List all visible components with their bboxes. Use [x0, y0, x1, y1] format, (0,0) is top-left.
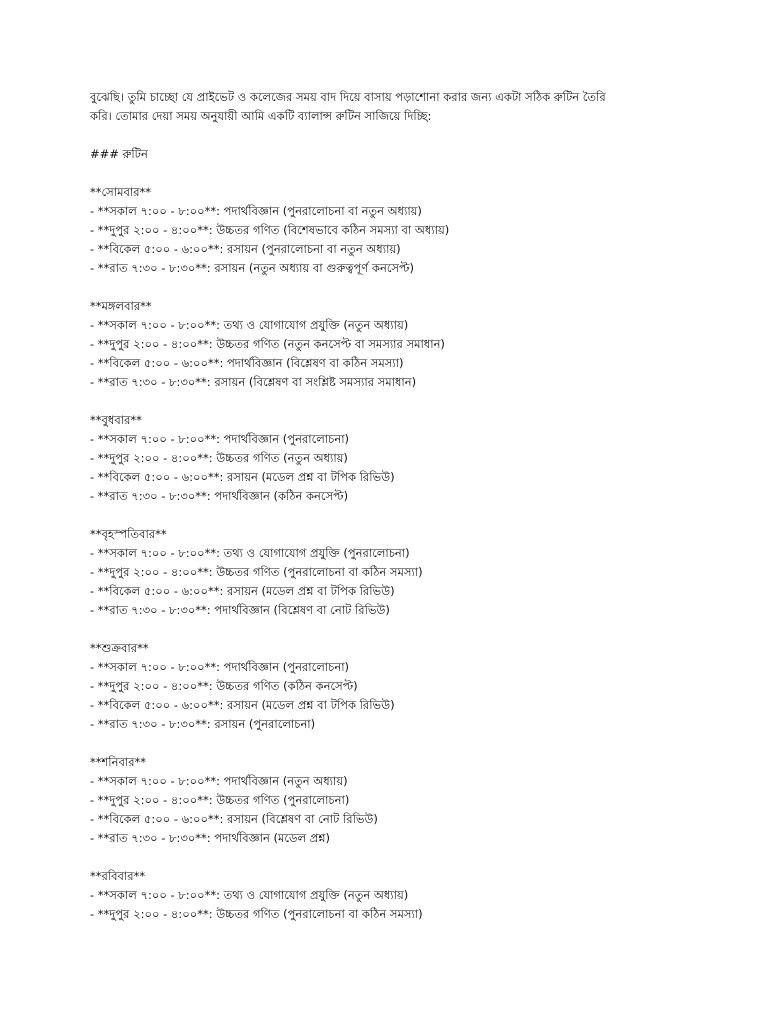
- schedule-entry: - **রাত ৭:৩০ - ৮:৩০**: রসায়ন (বিশ্লেষণ বা সংশ্লিষ্ট সমস্যার সমাধান): [90, 375, 417, 389]
- day-title: **মঙ্গলবার**: [90, 299, 152, 313]
- schedule-entry: - **সকাল ৭:০০ - ৮:০০**: পদার্থবিজ্ঞান (নতুন অধ্যায়): [90, 774, 348, 788]
- schedule-entry: - **দুপুর ২:০০ - ৪:০০**: উচ্চতর গণিত (পুনরালোচনা বা কঠিন সমস্যা): [90, 907, 423, 921]
- schedule-entry: - **বিকেল ৫:০০ - ৬:০০**: রসায়ন (মডেল প্রশ্ন বা টপিক রিভিউ): [90, 584, 395, 598]
- schedule-entry: - **সকাল ৭:০০ - ৮:০০**: তথ্য ও যোগাযোগ প্রযুক্তি (নতুন অধ্যায়): [90, 888, 409, 902]
- day-title: **শুক্রবার**: [90, 641, 149, 655]
- schedule-entry: - **দুপুর ২:০০ - ৪:০০**: উচ্চতর গণিত (কঠিন কনসেপ্ট): [90, 679, 358, 693]
- intro-paragraph: [90, 88, 690, 126]
- schedule-entry: - **রাত ৭:৩০ - ৮:৩০**: পদার্থবিজ্ঞান (মডেল প্রশ্ন): [90, 831, 331, 845]
- day-title: **বৃহস্পতিবার**: [90, 527, 167, 541]
- schedule-entry: - **সকাল ৭:০০ - ৮:০০**: তথ্য ও যোগাযোগ প্রযুক্তি (পুনরালোচনা): [90, 546, 410, 560]
- schedule-entry: - **সকাল ৭:০০ - ৮:০০**: পদার্থবিজ্ঞান (পুনরালোচনা): [90, 660, 350, 674]
- schedule-entry: - **দুপুর ২:০০ - ৪:০০**: উচ্চতর গণিত (পুনরালোচনা বা কঠিন সমস্যা): [90, 565, 423, 579]
- schedule-entry: - **সকাল ৭:০০ - ৮:০০**: পদার্থবিজ্ঞান (পুনরালোচনা বা নতুন অধ্যায়): [90, 204, 422, 218]
- schedule-entry: - **বিকেল ৫:০০ - ৬:০০**: পদার্থবিজ্ঞান (বিশ্লেষণ বা কঠিন সমস্যা): [90, 356, 404, 370]
- day-section-tuesday: [90, 297, 690, 392]
- routine-heading: ### রুটিন: [90, 147, 148, 161]
- day-section-friday: [90, 639, 690, 734]
- day-title: **শনিবার**: [90, 755, 147, 769]
- day-section-monday: [90, 183, 690, 278]
- schedule-entry: - **দুপুর ২:০০ - ৪:০০**: উচ্চতর গণিত (নতুন অধ্যায়): [90, 451, 348, 465]
- schedule-entry: - **রাত ৭:৩০ - ৮:৩০**: পদার্থবিজ্ঞান (কঠিন কনসেপ্ট): [90, 489, 349, 503]
- document-page: [90, 88, 690, 924]
- schedule-entry: - **বিকেল ৫:০০ - ৬:০০**: রসায়ন (মডেল প্রশ্ন বা টপিক রিভিউ): [90, 470, 395, 484]
- day-section-sunday: [90, 867, 690, 924]
- schedule-entry: - **দুপুর ২:০০ - ৪:০০**: উচ্চতর গণিত (নতুন কনসেপ্ট বা সমস্যার সমাধান): [90, 337, 445, 351]
- day-title: **রবিবার**: [90, 869, 146, 883]
- schedule-entry: - **রাত ৭:৩০ - ৮:৩০**: পদার্থবিজ্ঞান (বিশ্লেষণ বা নোট রিভিউ): [90, 603, 390, 617]
- schedule-entry: - **বিকেল ৫:০০ - ৬:০০**: রসায়ন (মডেল প্রশ্ন বা টপিক রিভিউ): [90, 698, 395, 712]
- schedule-entry: - **দুপুর ২:০০ - ৪:০০**: উচ্চতর গণিত (বিশেষভাবে কঠিন সমস্যা বা অধ্যায়): [90, 223, 450, 237]
- schedule-entry: - **বিকেল ৫:০০ - ৬:০০**: রসায়ন (বিশ্লেষণ বা নোট রিভিউ): [90, 812, 378, 826]
- intro-line: করি। তোমার দেয়া সময় অনুযায়ী আমি একটি ব্যালান্স রুটিন সাজিয়ে দিচ্ছি:: [90, 109, 432, 123]
- day-section-wednesday: [90, 411, 690, 506]
- intro-line: বুঝেছি। তুমি চাচ্ছো যে প্রাইভেট ও কলেজের সময় বাদ দিয়ে বাসায় পড়াশোনা করার জন্য একটা সঠিক রুটিন তৈরি: [90, 90, 606, 104]
- day-section-thursday: [90, 525, 690, 620]
- schedule-entry: - **বিকেল ৫:০০ - ৬:০০**: রসায়ন (পুনরালোচনা বা নতুন অধ্যায়): [90, 242, 401, 256]
- day-title: **বুধবার**: [90, 413, 142, 427]
- schedule-entry: - **রাত ৭:৩০ - ৮:৩০**: রসায়ন (পুনরালোচনা): [90, 717, 316, 731]
- schedule-entry: - **সকাল ৭:০০ - ৮:০০**: পদার্থবিজ্ঞান (পুনরালোচনা): [90, 432, 350, 446]
- schedule-entry: - **সকাল ৭:০০ - ৮:০০**: তথ্য ও যোগাযোগ প্রযুক্তি (নতুন অধ্যায়): [90, 318, 409, 332]
- day-title: **সোমবার**: [90, 185, 152, 199]
- schedule-entry: - **দুপুর ২:০০ - ৪:০০**: উচ্চতর গণিত (পুনরালোচনা): [90, 793, 350, 807]
- schedule-entry: - **রাত ৭:৩০ - ৮:৩০**: রসায়ন (নতুন অধ্যায় বা গুরুত্বপূর্ণ কনসেপ্ট): [90, 261, 415, 275]
- day-section-saturday: [90, 753, 690, 848]
